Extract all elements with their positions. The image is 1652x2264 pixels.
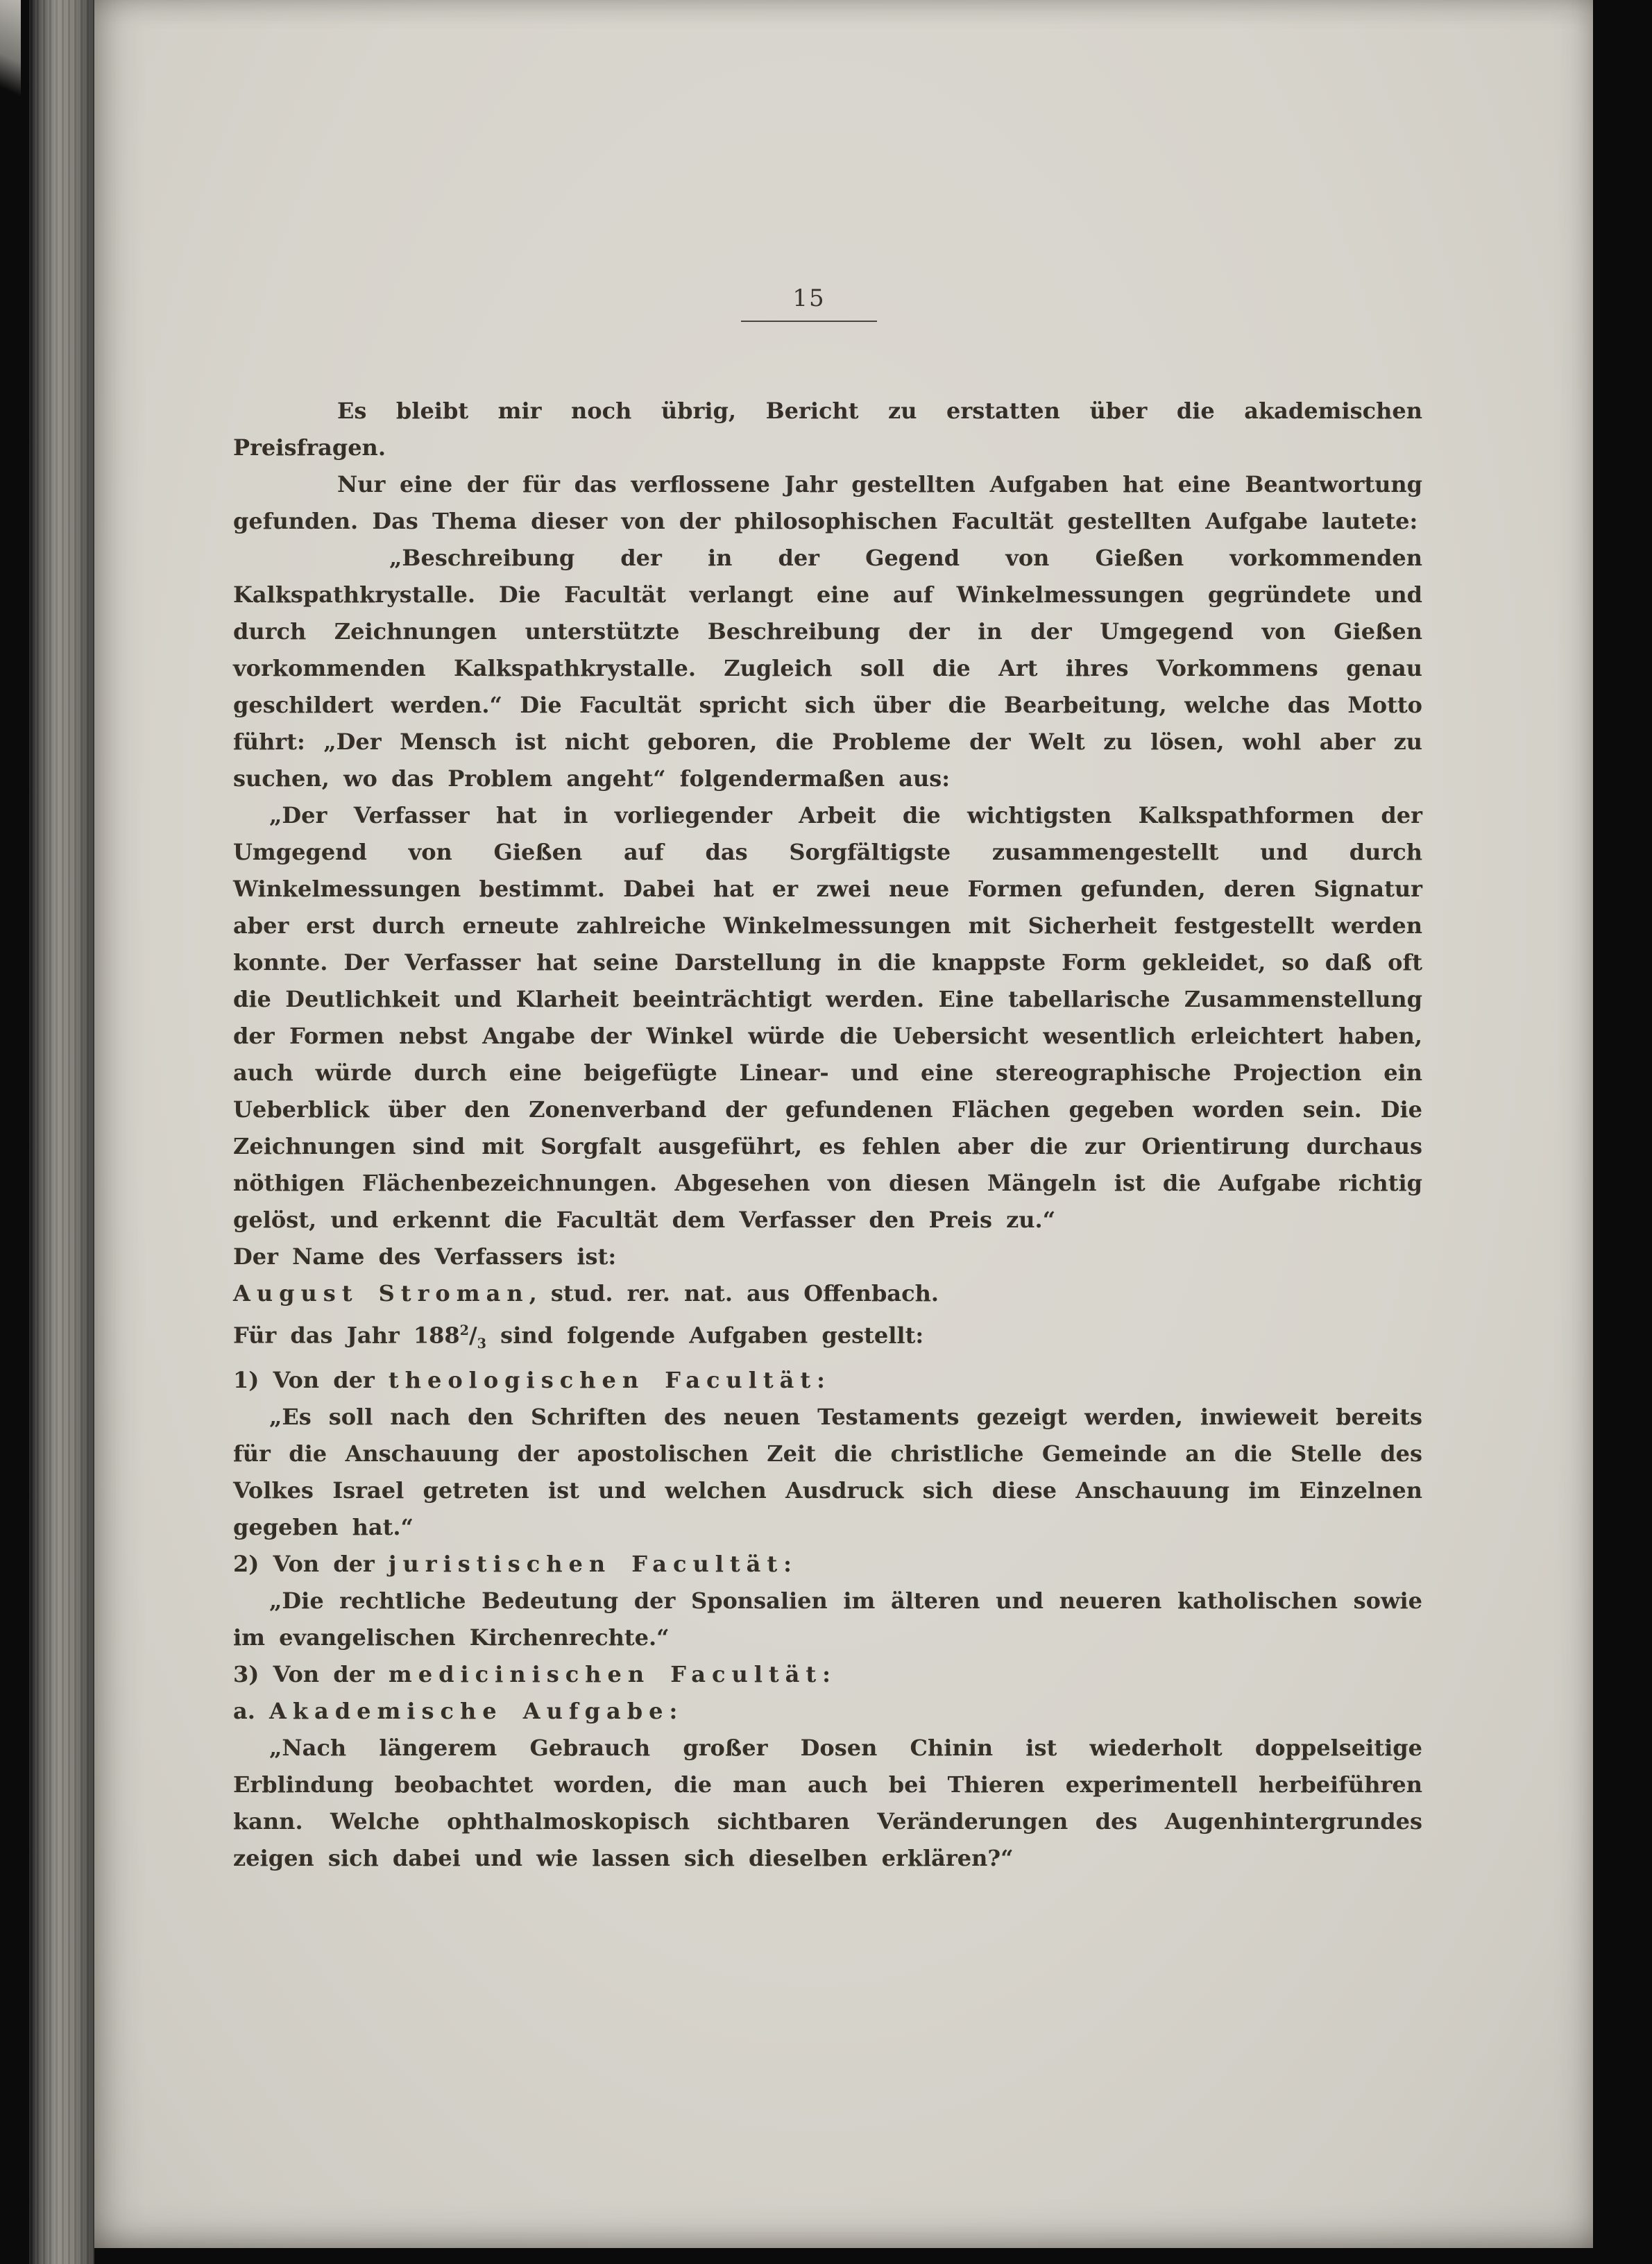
year-line [233, 1312, 1422, 1362]
item2-faculty: juristischen Facultät [388, 1551, 784, 1578]
page-number: 15 [792, 284, 826, 312]
author-name: August Stroman [233, 1280, 529, 1307]
paragraph-author-intro: Der Name des Verfassers ist: [233, 1243, 617, 1270]
body-text [233, 393, 1422, 1877]
item1-colon: : [817, 1367, 825, 1394]
scan-corner-artifact [0, 0, 21, 104]
item2-colon: : [783, 1551, 792, 1578]
year-slash: / [468, 1322, 477, 1349]
author-line [233, 1275, 1422, 1312]
item3a-prefix: a. [233, 1698, 270, 1725]
item2-heading [233, 1546, 1422, 1583]
paragraph-intro: Es bleibt mir noch übrig, Bericht zu erstatten über die akademischen Preisfragen. [233, 398, 1422, 461]
paragraph-faculty-review: „Der Verfasser hat in vorliegender Arbeit die wichtigsten Kalkspathformen der Umgegend von Gießen auf das Sorgfältigste zusammengestellt und durch Winkelmessungen bestimmt. Dabei hat er zwei neue Formen gefunden, deren Signatur aber erst durch erneute zahlreiche Winkelmessungen mit Sicherheit festgestellt werden konnte. Der Verfasser hat seine Darstellung in die knappste Form gekleidet, so daß oft die Deutlichkeit und Klarheit beeinträchtigt werden. Eine tabellarische Zusammenstellung der Formen nebst Angabe der Winkel würde die Uebersicht wesentlich erleichtert haben, auch würde durch eine beigefügte Linear- und eine stereographische Projection ein Ueberblick über den Zonenverband der gefundenen Flächen gegeben worden sein. Die Zeichnungen sind mit Sorgfalt ausgeführt, es fehlen aber die zur Orientirung durchaus nöthigen Flächenbezeichnungen. Abgesehen von diesen Mängeln ist die Aufgabe richtig gelöst, und erkennt die Facultät dem Verfasser den Preis zu.“ [233, 802, 1422, 1233]
author-details: , stud. rer. nat. aus Offenbach. [529, 1280, 939, 1307]
item3a-title: Akademische Aufgabe [269, 1698, 670, 1725]
paragraph-answer-found: Nur eine der für das verflossene Jahr gestellten Aufgaben hat eine Beantwortung gefunden. Das Thema dieser von der philosophischen Facultät gestellten Aufgabe lautete: [233, 471, 1422, 534]
item3-heading [233, 1656, 1422, 1693]
year-superscript: 2 [459, 1322, 469, 1338]
item1-quote: „Es soll nach den Schriften des neuen Testaments gezeigt werden, inwieweit bereits für die Anschauung der apostolischen Zeit die christliche Gemeinde an die Stelle des Volkes Israel getreten ist und welchen Ausdruck sich diese Anschauung im Einzelnen gegeben hat.“ [233, 1404, 1422, 1541]
year-suffix: sind folgende Aufgaben gestellt: [486, 1322, 924, 1349]
page-number-block [719, 284, 899, 322]
item3-prefix: 3) Von der [233, 1661, 389, 1688]
item3-colon: : [822, 1661, 831, 1688]
item3a-colon: : [669, 1698, 678, 1725]
item3a-quote: „Nach längerem Gebrauch großer Dosen Chinin ist wiederholt doppelseitige Erblindung beobachtet worden, die man auch bei Thieren experimentell herbeiführen kann. Welche ophthalmoskopisch sichtbaren Veränderungen des Augenhintergrundes zeigen sich dabei und wie lassen sich dieselben erklären?“ [233, 1735, 1422, 1872]
item1-faculty: theologischen Facultät [388, 1367, 817, 1394]
year-prefix: Für das Jahr 188 [233, 1322, 460, 1349]
item3-faculty: medicinischen Facultät [388, 1661, 823, 1688]
page-number-rule [741, 321, 877, 322]
item1-prefix: 1) Von der [233, 1367, 389, 1394]
paragraph-task-description: „Beschreibung der in der Gegend von Gießen vorkommenden Kalkspathkrystalle. Die Facultät verlangt eine auf Winkelmessungen gegründete und durch Zeichnungen unterstützte Beschreibung der in der Umgegend von Gießen vorkommenden Kalkspathkrystalle. Zugleich soll die Art ihres Vorkommens genau geschildert werden.“ Die Facultät spricht sich über die Bearbeitung, welche das Motto führt: „Der Mensch ist nicht geboren, die Probleme der Welt zu lösen, wohl aber zu suchen, wo das Problem angeht“ folgendermaßen aus: [233, 545, 1422, 792]
item1-heading [233, 1362, 1422, 1399]
item2-prefix: 2) Von der [233, 1551, 389, 1578]
item3a-heading [233, 1693, 1422, 1730]
item2-quote: „Die rechtliche Bedeutung der Sponsalien im älteren und neueren katholischen sowie im evangelischen Kirchenrechte.“ [233, 1588, 1422, 1651]
scanned-page [94, 0, 1593, 2248]
year-subscript: 3 [477, 1336, 487, 1352]
book-page-edges [29, 0, 94, 2264]
